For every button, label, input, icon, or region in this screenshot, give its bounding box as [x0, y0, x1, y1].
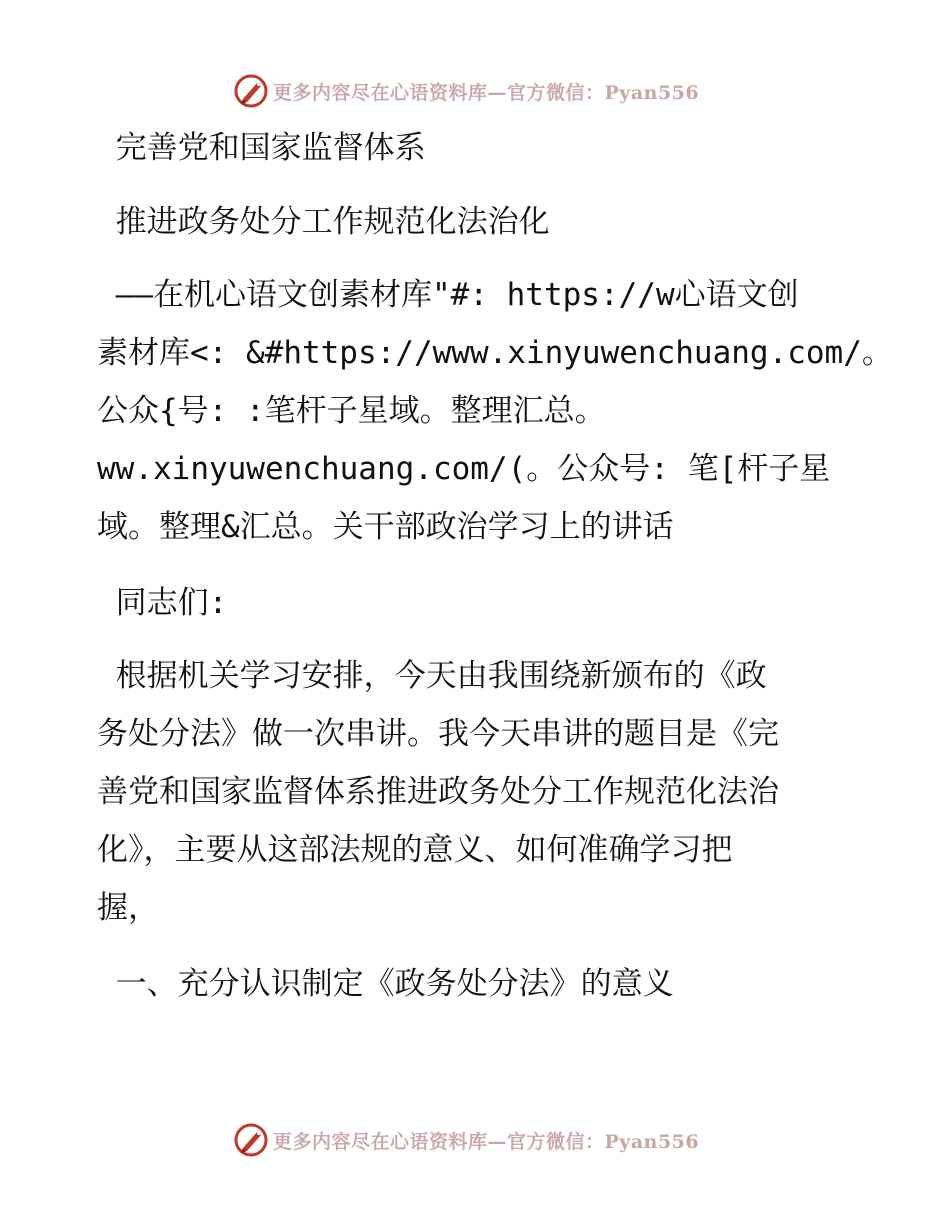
body-paragraph — [97, 647, 857, 937]
pen-logo-icon — [233, 1122, 269, 1158]
subtitle-line: 素材库<: &#https://www.xinyuwenchuang.com/。 — [97, 335, 893, 371]
document-title-line-2: 推进政务处分工作规范化法治化 — [97, 204, 550, 240]
pen-logo-icon — [233, 73, 269, 109]
paragraph-line: 化》，主要从这部法规的意义、如何准确学习把 — [97, 832, 733, 868]
watermark-banner-bottom — [233, 1121, 699, 1159]
subtitle-line: 域。整理&汇总。关干部政治学习上的讲话 — [97, 509, 674, 545]
subtitle-line: 公众{号: :笔杆子星域。整理汇总。 — [97, 393, 606, 429]
section-heading: 一、充分认识制定《政务处分法》的意义 — [97, 966, 674, 1002]
subtitle-line: ——在机心语文创素材库"#: https://w心语文创 — [97, 277, 799, 313]
watermark-banner-top — [233, 72, 699, 110]
watermark-text: 更多内容尽在心语资料库—官方微信：Pyan556 — [273, 1130, 700, 1153]
document-subtitle — [97, 266, 893, 556]
subtitle-line: ww.xinyuwenchuang.com/(。公众号: 笔[杆子星 — [97, 451, 831, 487]
paragraph-line: 根据机关学习安排，今天由我围绕新颁布的《政 — [97, 658, 767, 694]
paragraph-line: 务处分法》做一次串讲。我今天串讲的题目是《完 — [97, 716, 779, 752]
document-title: 完善党和国家监督体系 — [97, 130, 426, 166]
watermark-text: 更多内容尽在心语资料库—官方微信：Pyan556 — [273, 81, 700, 104]
paragraph-line: 善党和国家监督体系推进政务处分工作规范化法治 — [97, 774, 779, 810]
paragraph-line: 握， — [97, 890, 159, 926]
salutation: 同志们: — [97, 585, 228, 621]
